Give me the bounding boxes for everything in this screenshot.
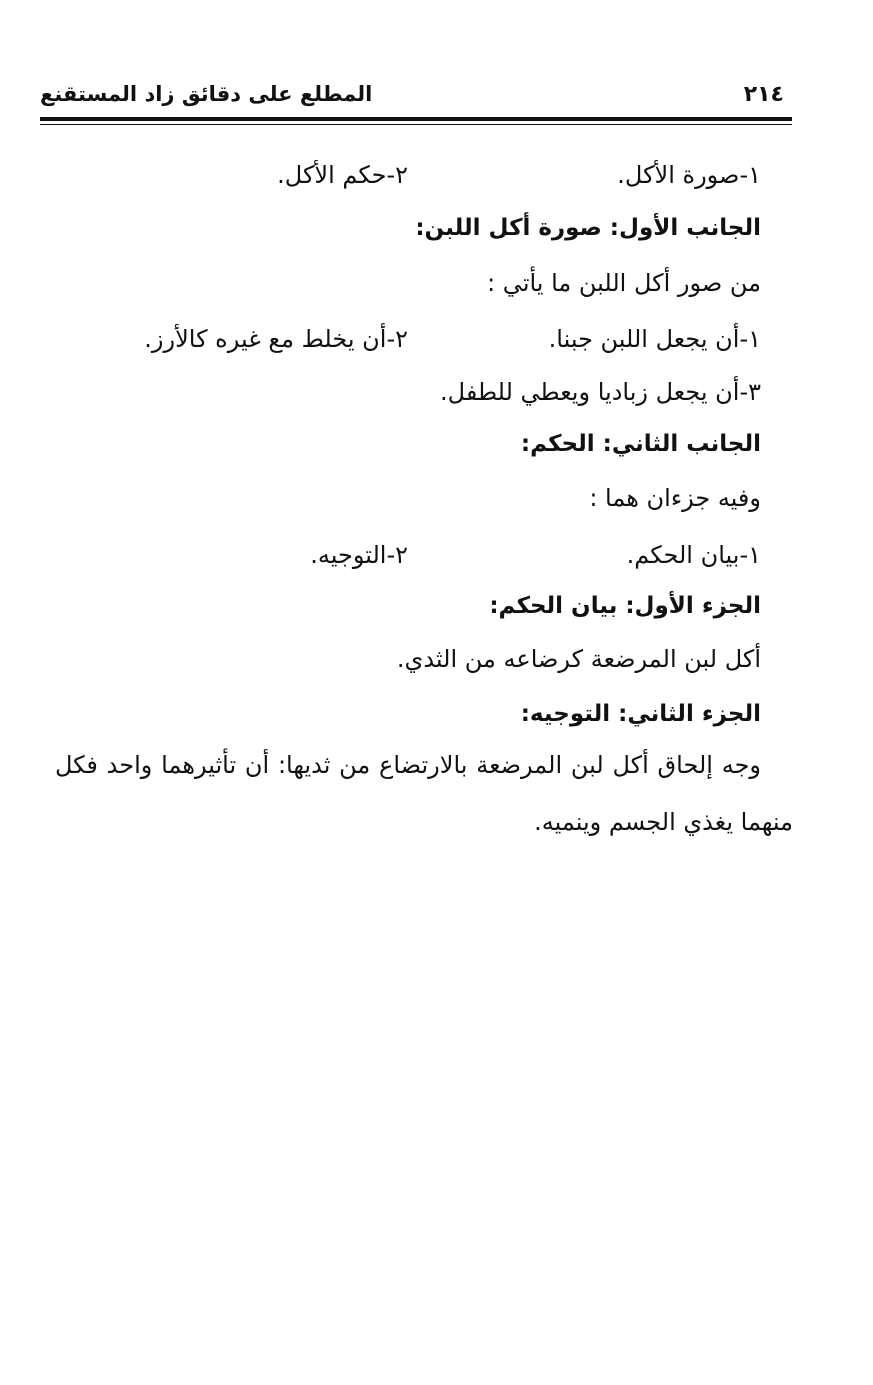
paragraph-forms-intro: من صور أكل اللبن ما يأتي : <box>487 269 761 297</box>
paragraph-parts-intro: وفيه جزءان هما : <box>589 484 761 512</box>
list-item-part-1: ١-بيان الحكم. <box>626 541 761 569</box>
paragraph-justification-line-1: وجه إلحاق أكل لبن المرضعة بالارتضاع من ثديها: أن تأثيرهما واحد فكل <box>55 751 761 779</box>
page-header <box>40 78 792 118</box>
header-rule-thick <box>40 117 792 121</box>
paragraph-ruling: أكل لبن المرضعة كرضاعه من الثدي. <box>396 645 761 673</box>
list-item-form-2: ٢-أن يخلط مع غيره كالأرز. <box>144 325 408 353</box>
header-rule-thin <box>40 124 792 125</box>
list-item-form-3: ٣-أن يجعل زباديا ويعطي للطفل. <box>440 378 761 406</box>
list-item-part-2: ٢-التوجيه. <box>310 541 408 569</box>
section-heading-second-aspect: الجانب الثاني: الحكم: <box>520 431 761 457</box>
section-heading-first-part: الجزء الأول: بيان الحكم: <box>489 593 761 619</box>
list-item-form-1: ١-أن يجعل اللبن جبنا. <box>548 325 761 353</box>
running-title: المطلع على دقائق زاد المستقنع <box>40 82 373 106</box>
paragraph-justification-line-2: منهما يغذي الجسم وينميه. <box>534 808 793 836</box>
list-item-eating-ruling: ٢-حكم الأكل. <box>277 161 408 189</box>
section-heading-second-part: الجزء الثاني: التوجيه: <box>520 701 761 727</box>
section-heading-first-aspect: الجانب الأول: صورة أكل اللبن: <box>415 215 761 241</box>
list-item-eating-form: ١-صورة الأكل. <box>617 161 761 189</box>
page-number: ٢١٤ <box>743 82 784 107</box>
